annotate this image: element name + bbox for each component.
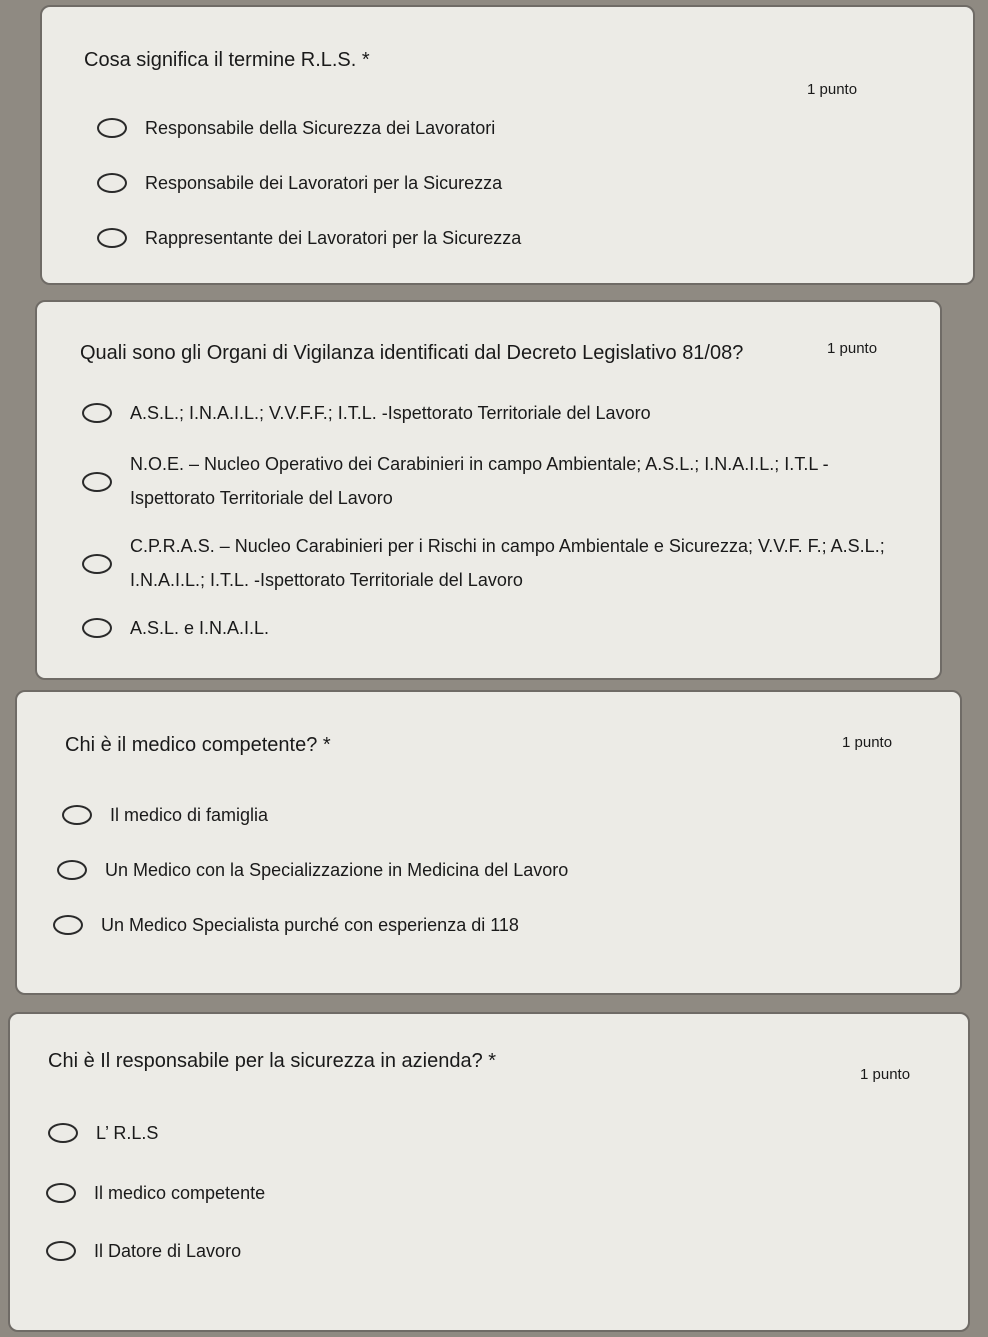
option-radio[interactable]	[46, 1180, 265, 1206]
radio-button[interactable]	[62, 805, 92, 825]
question-title: Quali sono gli Organi di Vigilanza identificati dal Decreto Legislativo 81/08?	[80, 342, 744, 364]
radio-button[interactable]	[57, 860, 87, 880]
radio-button[interactable]	[82, 403, 112, 423]
option-radio[interactable]	[48, 1120, 158, 1146]
question-card-medico	[15, 690, 962, 995]
radio-button[interactable]	[82, 472, 112, 492]
option-radio[interactable]	[97, 170, 502, 196]
option-label: L’ R.L.S	[96, 1123, 159, 1143]
option-radio[interactable]	[97, 115, 495, 141]
option-label: Rappresentante dei Lavoratori per la Sicurezza	[145, 228, 522, 248]
radio-button[interactable]	[46, 1183, 76, 1203]
option-label: C.P.R.A.S. – Nucleo Carabinieri per i Rischi in campo Ambientale e Sicurezza; V.V.F. F.; A.S.L.; I.N.A.I.L.; I.T.L. -Ispettorato Territoriale del Lavoro	[130, 536, 885, 590]
option-label: Responsabile dei Lavoratori per la Sicurezza	[145, 173, 503, 193]
radio-button[interactable]	[97, 228, 127, 248]
option-label: Responsabile della Sicurezza dei Lavoratori	[145, 118, 496, 138]
option-label: Il medico competente	[94, 1183, 266, 1203]
question-card-responsabile	[8, 1012, 970, 1332]
question-title: Cosa significa il termine R.L.S. *	[84, 49, 370, 71]
question-card-vigilanza	[35, 300, 942, 680]
option-radio[interactable]	[53, 912, 519, 938]
question-points: 1 punto	[827, 340, 878, 357]
radio-button[interactable]	[97, 118, 127, 138]
radio-button[interactable]	[46, 1241, 76, 1261]
question-title: Chi è Il responsabile per la sicurezza in azienda? *	[48, 1050, 497, 1072]
option-radio[interactable]	[97, 225, 521, 251]
option-label: A.S.L.; I.N.A.I.L.; V.V.F.F.; I.T.L. -Ispettorato Territoriale del Lavoro	[130, 403, 651, 423]
option-radio[interactable]	[82, 447, 892, 515]
option-label: Il medico di famiglia	[110, 805, 269, 825]
question-points: 1 punto	[860, 1066, 911, 1083]
option-label: Un Medico con la Specializzazione in Medicina del Lavoro	[105, 860, 569, 880]
option-radio[interactable]	[62, 802, 268, 828]
question-title: Chi è il medico competente? *	[65, 734, 331, 756]
option-label: Un Medico Specialista purché con esperienza di 118	[101, 915, 519, 935]
option-radio[interactable]	[82, 529, 892, 597]
option-radio[interactable]	[82, 615, 269, 641]
radio-button[interactable]	[82, 554, 112, 574]
question-points: 1 punto	[842, 734, 893, 751]
option-radio[interactable]	[46, 1238, 241, 1264]
question-points: 1 punto	[807, 81, 858, 98]
radio-button[interactable]	[48, 1123, 78, 1143]
radio-button[interactable]	[82, 618, 112, 638]
option-radio[interactable]	[82, 400, 651, 426]
radio-button[interactable]	[53, 915, 83, 935]
option-label: Il Datore di Lavoro	[94, 1241, 242, 1261]
option-radio[interactable]	[57, 857, 568, 883]
question-card-rls	[40, 5, 975, 285]
radio-button[interactable]	[97, 173, 127, 193]
option-label: A.S.L. e I.N.A.I.L.	[130, 618, 270, 638]
option-label: N.O.E. – Nucleo Operativo dei Carabinieri in campo Ambientale; A.S.L.; I.N.A.I.L.; I.T.L -Ispettorato Territoriale del Lavoro	[130, 454, 829, 508]
